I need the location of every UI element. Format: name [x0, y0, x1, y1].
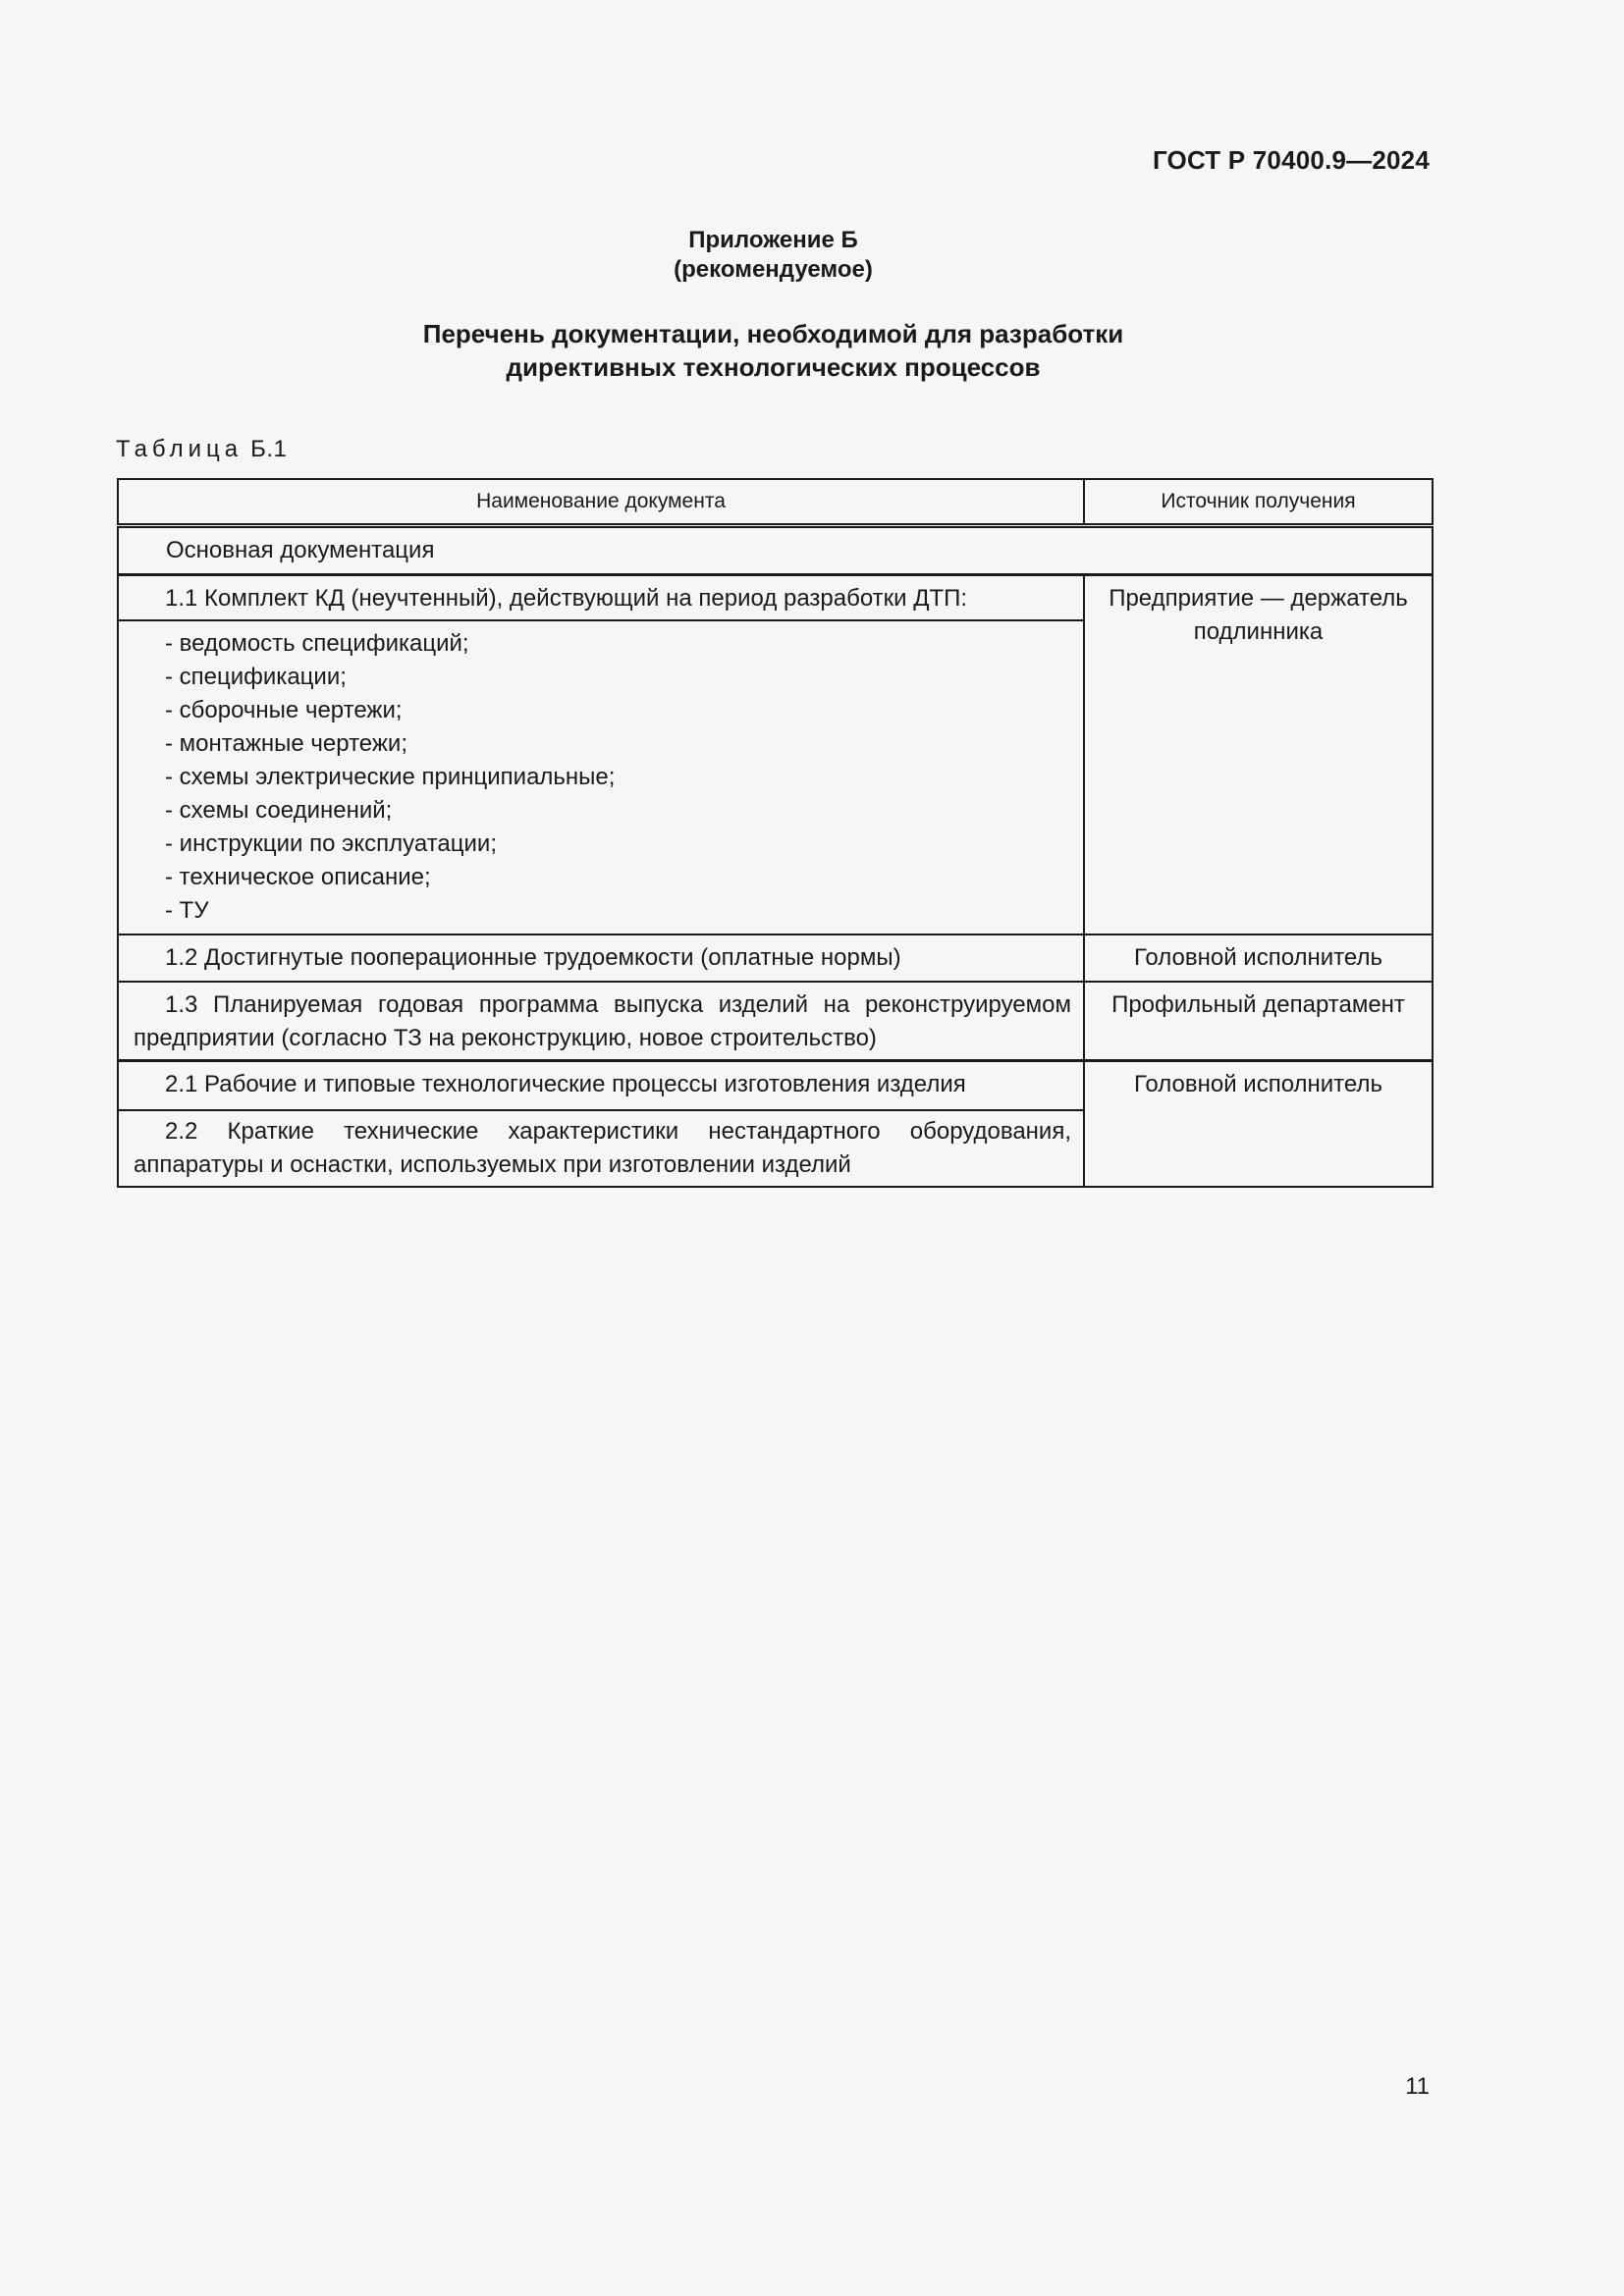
row-1-2-source: Головной исполнитель: [1134, 944, 1382, 971]
section-title: Основная документация: [166, 537, 435, 563]
row-1-3-name: 1.3 Планируемая годовая программа выпуска изделий на реконструируемом предприятии (согласно ТЗ на реконструкцию, новое строительство): [134, 991, 1071, 1051]
list-item: - техническое описание;: [165, 864, 431, 890]
row-2-1-name-cell: [118, 1061, 1084, 1111]
document-code: ГОСТ Р 70400.9—2024: [1152, 145, 1430, 175]
table-row-1-1: [118, 575, 1433, 621]
documentation-table: [117, 478, 1434, 1188]
section-row: [118, 526, 1433, 575]
document-heading-line-2: директивных технологических процессов: [506, 352, 1041, 382]
list-item: - монтажные чертежи;: [165, 730, 408, 757]
list-item: - сборочные чертежи;: [165, 697, 403, 723]
list-item: - спецификации;: [165, 664, 347, 690]
document-heading-line-1: Перечень документации, необходимой для разработки: [422, 319, 1124, 348]
list-item: - схемы электрические принципиальные;: [165, 764, 616, 790]
section-title-cell: [118, 526, 1433, 575]
list-item: - ТУ: [165, 897, 209, 924]
column-header-source: Источник получения: [1084, 479, 1433, 526]
table-caption: [116, 436, 287, 463]
table-row-1-3: [118, 982, 1433, 1061]
column-header-document-name: Наименование документа: [118, 479, 1084, 526]
table-row-2-1: [118, 1061, 1433, 1111]
table-caption-word: Таблица: [116, 436, 244, 462]
table-header-row: [118, 479, 1433, 526]
row-1-3-name-cell: [118, 982, 1084, 1061]
row-1-1-items-cell: [118, 620, 1084, 934]
list-item: - ведомость спецификаций;: [165, 630, 469, 657]
row-1-2-source-cell: [1084, 934, 1433, 982]
row-2-source-cell: [1084, 1061, 1433, 1188]
row-2-2-name: 2.2 Краткие технические характеристики нестандартного оборудования, аппаратуры и оснастки, используемых при изготовлении изделий: [134, 1118, 1071, 1178]
table-row-1-2: [118, 934, 1433, 982]
appendix-status: (рекомендуемое): [674, 256, 873, 283]
appendix-title: Приложение Б: [688, 227, 858, 253]
row-1-1-name: 1.1 Комплект КД (неучтенный), действующий на период разработки ДТП:: [165, 585, 968, 612]
row-2-1-name: 2.1 Рабочие и типовые технологические процессы изготовления изделия: [165, 1071, 966, 1097]
page-number: 11: [1405, 2073, 1430, 2100]
row-1-3-source: Профильный департамент: [1111, 991, 1405, 1018]
list-item: - схемы соединений;: [165, 797, 393, 824]
row-1-1-source-cell: [1084, 575, 1433, 935]
row-1-1-name-cell: [118, 575, 1084, 621]
row-1-3-source-cell: [1084, 982, 1433, 1061]
list-item: - инструкции по эксплуатации;: [165, 830, 497, 857]
row-1-2-name: 1.2 Достигнутые пооперационные трудоемкости (оплатные нормы): [165, 944, 901, 971]
row-1-2-name-cell: [118, 934, 1084, 982]
row-2-source: Головной исполнитель: [1134, 1071, 1382, 1097]
row-1-1-source: Предприятие — держатель подлинника: [1109, 585, 1408, 645]
row-2-2-name-cell: [118, 1110, 1084, 1187]
table-caption-number: Б.1: [250, 436, 288, 462]
row-1-1-items-list: [119, 621, 1083, 932]
